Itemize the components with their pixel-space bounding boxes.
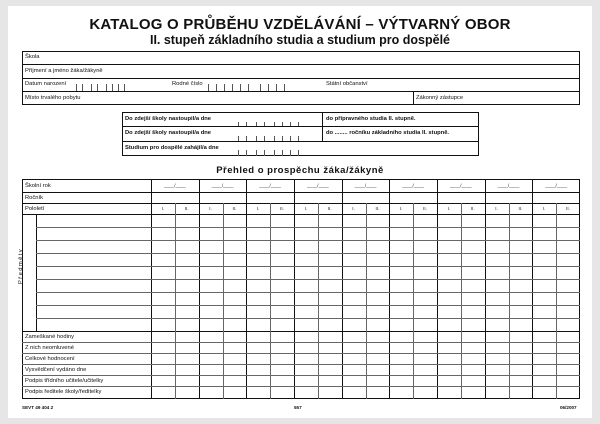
subject-row-line	[36, 240, 580, 241]
label-vysvedceni: Vysvědčení vydáno dne	[25, 367, 87, 373]
semester-1-label: I.	[447, 206, 451, 211]
enroll-date-tick	[274, 150, 275, 156]
enroll-row1-tail: do přípravného studia II. stupně.	[326, 116, 416, 122]
semester-1-label: I.	[542, 206, 546, 211]
label-jmeno: Příjmení a jméno žáka/žákyně	[25, 68, 103, 74]
year-placeholder: ____/____	[211, 183, 234, 188]
rodne-cislo-tick	[208, 84, 209, 91]
enroll-row1-label: Do zdejší školy nastoupil/a dne	[125, 116, 212, 122]
semester-1-label: I.	[209, 206, 212, 211]
enroll-date-tick	[274, 136, 275, 141]
year-divider	[389, 179, 390, 399]
dob-tick	[91, 84, 92, 91]
label-zameskane-hodiny: Zameškané hodiny	[25, 334, 74, 340]
label-rocnik: Ročník	[25, 195, 44, 201]
semester-1-label: I.	[304, 206, 308, 211]
semester-1-label: I.	[256, 206, 260, 211]
summary-row-line	[22, 353, 580, 354]
rodne-cislo-tick	[224, 84, 225, 91]
enroll-date-tick	[298, 136, 299, 141]
enroll-date-tick	[256, 150, 257, 156]
year-divider	[199, 179, 200, 399]
enroll-date-tick	[290, 150, 291, 156]
label-zakonny-zastupce: Zákonný zástupce	[416, 95, 464, 101]
enroll-date-tick	[290, 136, 291, 141]
label-podpis-reditele: Podpis ředitele školy/ředitelky	[25, 389, 102, 395]
enroll-date-tick	[256, 136, 257, 141]
semester-1-label: I.	[352, 206, 355, 211]
label-skolni-rok: Školní rok	[25, 183, 51, 189]
rodne-cislo-tick	[284, 84, 285, 91]
year-placeholder: ____/____	[259, 183, 281, 188]
year-placeholder: ____/____	[306, 183, 329, 188]
year-divider	[342, 179, 343, 399]
year-placeholder: ____/____	[402, 183, 424, 188]
enroll-date-tick	[290, 122, 291, 126]
label-datum-narozeni: Datum narození	[25, 81, 67, 87]
semester-2-label: II.	[470, 206, 475, 211]
enroll-date-tick	[246, 150, 247, 156]
year-placeholder: ____/____	[497, 183, 520, 188]
semester-2-label: II.	[327, 206, 332, 211]
year-placeholder: ____/____	[545, 183, 567, 188]
enroll-date-tick	[298, 122, 299, 126]
summary-row-line	[22, 342, 580, 343]
year-placeholder: ____/____	[163, 183, 186, 188]
semester-divider	[175, 203, 176, 399]
rodne-cislo-tick	[268, 84, 269, 91]
semester-1-label: I.	[161, 206, 165, 211]
label-neomluvene: Z nich neomluvené	[25, 345, 74, 351]
dob-tick	[124, 84, 125, 91]
label-podpis-ucitele: Podpis třídního učitele/učitelky	[25, 378, 104, 384]
year-divider	[246, 179, 247, 399]
label-misto-pobytu: Místo trvalého pobytu	[25, 95, 81, 101]
enroll-date-tick	[256, 122, 257, 126]
enroll-date-tick	[238, 150, 239, 156]
enroll-date-tick	[264, 150, 265, 156]
dob-tick	[106, 84, 107, 91]
subject-row-line	[36, 292, 580, 293]
label-statni-obcanstvi: Státní občanství	[326, 81, 368, 87]
semester-2-label: II.	[375, 206, 380, 211]
semester-divider	[366, 203, 367, 399]
year-placeholder: ____/____	[449, 183, 472, 188]
footer-date: 06/2007	[560, 405, 577, 410]
dob-tick	[76, 84, 77, 91]
label-pololeti: Pololetí	[25, 206, 45, 212]
year-divider	[294, 179, 295, 399]
summary-row-line	[22, 386, 580, 387]
dob-tick	[97, 84, 98, 91]
enroll-date-tick	[246, 136, 247, 141]
year-placeholder: ____/____	[354, 183, 377, 188]
enroll-date-tick	[282, 150, 283, 156]
semester-divider	[223, 203, 224, 399]
semester-divider	[509, 203, 510, 399]
rodne-cislo-tick	[276, 84, 277, 91]
semester-divider	[270, 203, 271, 399]
semester-2-label: II.	[518, 206, 523, 211]
label-rodne-cislo: Rodné číslo	[172, 81, 203, 87]
subject-row-line	[36, 253, 580, 254]
summary-row-line	[22, 364, 580, 365]
subject-row-line	[36, 305, 580, 306]
enroll-date-tick	[282, 136, 283, 141]
enroll-row2-tail: do ........ ročníku základního studia II. stupně.	[326, 130, 450, 136]
rodne-cislo-tick	[232, 84, 233, 91]
rodne-cislo-tick	[248, 84, 249, 91]
form-subtitle: II. stupeň základního studia a studium pro dospělé	[149, 33, 451, 47]
rodne-cislo-tick	[216, 84, 217, 91]
subject-row-line	[36, 227, 580, 228]
rodne-cislo-tick	[240, 84, 241, 91]
semester-2-label: II.	[566, 206, 570, 211]
semester-divider	[318, 203, 319, 399]
semester-2-label: II.	[232, 206, 237, 211]
subject-row-line	[36, 266, 580, 267]
section-title: Přehled o prospěchu žáka/žákyně	[216, 165, 384, 176]
footer-number: 557	[294, 405, 302, 410]
enroll-date-tick	[264, 122, 265, 126]
enroll-date-tick	[264, 136, 265, 141]
form-title: KATALOG O PRŮBĚHU VZDĚLÁVÁNÍ – VÝTVARNÝ OBOR	[89, 16, 511, 33]
enroll-date-tick	[238, 136, 239, 141]
semester-divider	[461, 203, 462, 399]
enroll-date-tick	[238, 122, 239, 126]
semester-divider	[556, 203, 557, 399]
label-predmety: Předměty	[18, 247, 24, 284]
enroll-date-tick	[274, 122, 275, 126]
enroll-row3-label: Studium pro dospělé zahájil/a dne	[125, 145, 219, 151]
rodne-cislo-tick	[260, 84, 261, 91]
enroll-date-tick	[298, 150, 299, 156]
enroll-row2-label: Do zdejší školy nastoupil/a dne	[125, 130, 212, 136]
year-divider	[437, 179, 438, 399]
semester-1-label: I.	[495, 206, 498, 211]
semester-2-label: II.	[184, 206, 189, 211]
enroll-date-tick	[246, 122, 247, 126]
label-celkove-hodnoceni: Celkové hodnocení	[25, 356, 75, 362]
subject-row-line	[36, 318, 580, 319]
year-divider	[485, 179, 486, 399]
dob-tick	[118, 84, 119, 91]
summary-row-line	[22, 375, 580, 376]
footer-code: SEVT 49 404 2	[22, 405, 54, 410]
semester-1-label: I.	[399, 206, 403, 211]
semester-divider	[413, 203, 414, 399]
grades-grid	[22, 179, 580, 399]
year-divider	[532, 179, 533, 399]
semester-2-label: II.	[280, 206, 284, 211]
enroll-date-tick	[282, 122, 283, 126]
subject-row-line	[36, 279, 580, 280]
label-skola: Škola	[25, 54, 40, 60]
dob-tick	[82, 84, 83, 91]
semester-2-label: II.	[423, 206, 427, 211]
dob-tick	[112, 84, 113, 91]
